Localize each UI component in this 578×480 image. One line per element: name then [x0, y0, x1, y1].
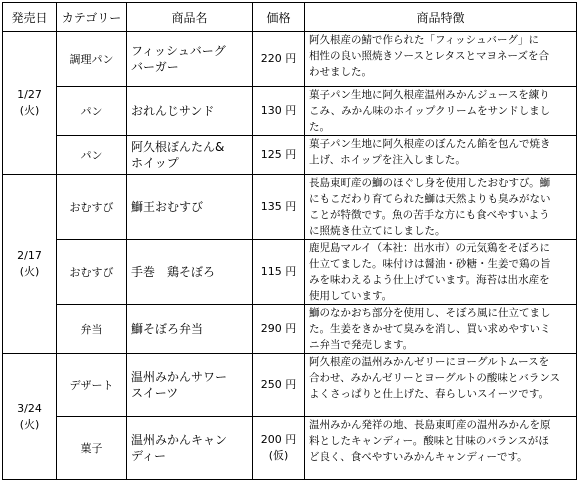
release-weekday: (火) — [19, 265, 40, 278]
category-cell: デザート — [57, 354, 127, 417]
price-value: 220 円 — [260, 52, 297, 65]
header-feature: 商品特徴 — [305, 3, 577, 32]
category-cell: パン — [57, 87, 127, 136]
price-value: 290 円 — [260, 322, 297, 335]
table-row — [3, 240, 577, 305]
feature-cell: 阿久根産の温州みかんゼリーにヨーグルトムースを 合わせ、みかんゼリーとヨーグルトの酸味とバランス よくさっぱりと仕上げた、春らしいスイーツです。 — [305, 354, 577, 417]
price-value: 115 円 — [260, 265, 297, 278]
header-price: 価格 — [253, 3, 305, 32]
price-cell — [253, 87, 305, 136]
price-cell — [253, 305, 305, 354]
feature-cell: 鰤のなかおち部分を使用し、そぼろ風に仕立てまし た。生姜をきかせて臭みを消し、買い求めやすいミ ニ弁当で発売します。 — [305, 305, 577, 354]
category-cell: おむすび — [57, 175, 127, 240]
price-value: 135 円 — [260, 200, 297, 213]
price-value: 130 円 — [260, 104, 297, 117]
price-cell — [253, 354, 305, 417]
release-date-cell — [3, 354, 57, 480]
table-row — [3, 175, 577, 240]
header-name: 商品名 — [127, 3, 253, 32]
category-cell: パン — [57, 136, 127, 175]
release-date: 2/17 — [17, 249, 42, 262]
product-name-cell: 鰤そぼろ弁当 — [127, 305, 253, 354]
table-row — [3, 305, 577, 354]
release-date: 3/24 — [17, 401, 42, 415]
product-name-cell: 温州みかんサワー スイーツ — [127, 354, 253, 417]
release-weekday: (火) — [19, 417, 40, 431]
feature-cell: 温州みかん発祥の地、長島東町産の温州みかんを原 料としたキャンディー。酸味と甘味のバランスがほ ど良く、食べやすいみかんキャンディーです。 — [305, 417, 577, 480]
header-category: カテゴリー — [57, 3, 127, 32]
release-date-cell — [3, 32, 57, 175]
table-row — [3, 32, 577, 87]
feature-cell: 長島東町産の鰤のほぐし身を使用したおむすび。鰤 にもこだわり育てられた鰤は天然よりも臭みがない ことが特徴です。魚の苦手な方にも食べやすいよう に照焼き仕立てにしました。 — [305, 175, 577, 240]
product-name-cell: 手巻 鶏そぼろ — [127, 240, 253, 305]
feature-cell: 菓子パン生地に阿久根産温州みかんジュースを練り こみ、みかん味のホイップクリームをサンドしまし た。 — [305, 87, 577, 136]
product-name-cell: おれんじサンド — [127, 87, 253, 136]
release-weekday: (火) — [19, 104, 40, 117]
feature-cell: 鹿児島マルイ（本社：出水市）の元気鶏をそぼろに 仕立てました。味付けは醤油・砂糖・生姜で鶏の旨 みを味わえるよう仕上げています。海苔は出水産を 使用しています。 — [305, 240, 577, 305]
feature-cell: 菓子パン生地に阿久根産のぼんたん餡を包んで焼き 上げ、ホイップを注入しました。 — [305, 136, 577, 175]
table-row — [3, 417, 577, 480]
product-name-cell: フィッシュバーグ バーガー — [127, 32, 253, 87]
header-date: 発売日 — [3, 3, 57, 32]
category-cell: おむすび — [57, 240, 127, 305]
table-row — [3, 354, 577, 417]
product-name-cell: 阿久根ぼんたん& ホイップ — [127, 136, 253, 175]
category-cell: 調理パン — [57, 32, 127, 87]
price-cell — [253, 136, 305, 175]
price-value: 250 円 — [260, 378, 297, 391]
category-cell: 菓子 — [57, 417, 127, 480]
product-name-cell: 温州みかんキャン ディー — [127, 417, 253, 480]
price-note: (仮) — [268, 449, 289, 462]
table-row — [3, 136, 577, 175]
table-row — [3, 87, 577, 136]
product-table — [2, 2, 577, 480]
product-name-cell: 鰤王おむすび — [127, 175, 253, 240]
feature-cell: 阿久根産の鯖で作られた「フィッシュバーグ」に 相性の良い照焼きソースとレタスとマヨネーズを合 わせました。 — [305, 32, 577, 87]
price-value: 200 円 — [260, 433, 297, 446]
price-cell — [253, 32, 305, 87]
price-cell — [253, 240, 305, 305]
release-date: 1/27 — [17, 88, 42, 101]
price-cell — [253, 175, 305, 240]
category-cell: 弁当 — [57, 305, 127, 354]
release-date-cell — [3, 175, 57, 354]
price-value: 125 円 — [260, 148, 297, 161]
header-row — [3, 3, 577, 32]
price-cell — [253, 417, 305, 480]
